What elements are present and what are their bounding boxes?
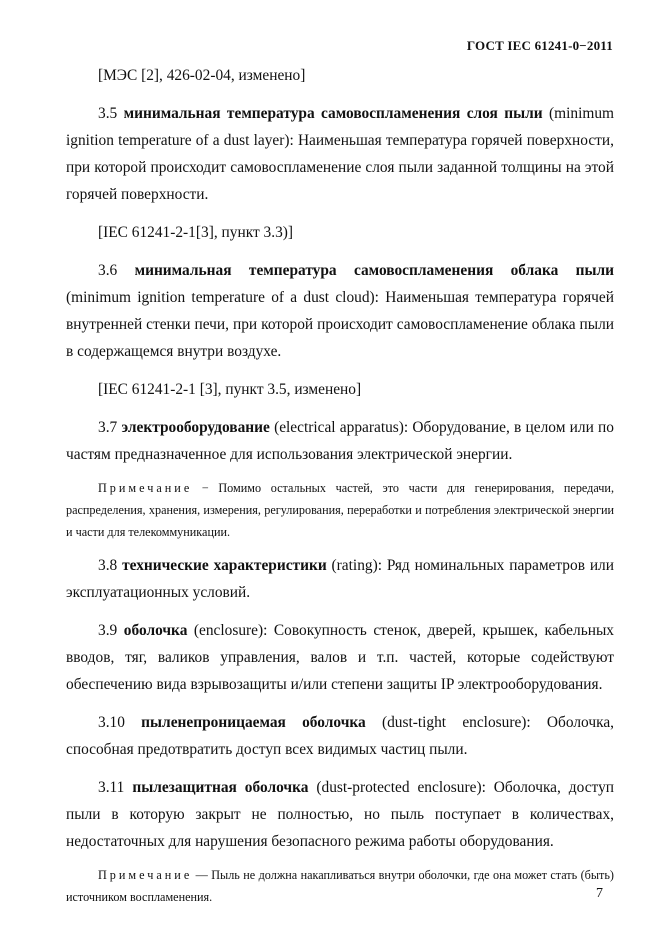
term: электрооборудование [121, 419, 270, 436]
reference-text: [IEC 61241-2-1 [3], пункт 3.5, изменено] [98, 381, 362, 398]
term: минимальная температура самовоспламенения слоя пыли [123, 105, 543, 122]
note-label: Примечание [98, 868, 193, 882]
clause-number: 3.9 [98, 622, 118, 639]
note-label: Примечание [98, 481, 193, 495]
definition-text: (minimum ignition temperature of a dust layer): Наименьшая температура горячей поверхности, при которой происходит самовоспламенение слоя пыли заданной толщины на этой горячей поверхности. [66, 105, 614, 203]
reference-3-5 [66, 219, 614, 246]
definition-text: (minimum ignition temperature of a dust cloud): Наименьшая температура горячей внутренней стенки печи, при которой происходит самовоспламенение облака пыли в содержащемся внутри воздухе. [66, 289, 614, 360]
definition-text: (electrical apparatus): Оборудование, в целом или по частям предназначенное для использования электрической энергии. [66, 419, 614, 463]
definition-text: (rating): Ряд номинальных параметров или эксплуатационных условий. [66, 557, 614, 601]
definition-3-5 [66, 100, 614, 208]
clause-number: 3.10 [98, 714, 125, 731]
definition-3-7 [66, 414, 614, 468]
reference-3-6 [66, 376, 614, 403]
clause-number: 3.5 [98, 105, 118, 122]
definition-text: (enclosure): Совокупность стенок, дверей, крышек, кабельных вводов, тяг, валиков управления, валов и т.п. частей, которые содействуют обеспечению вида взрывозащиты и/или степени защиты IP электрооборудования. [66, 622, 614, 693]
definition-3-6 [66, 257, 614, 365]
reference-text: [МЭС [2], 426-02-04, изменено] [98, 67, 306, 84]
clause-number: 3.8 [98, 557, 118, 574]
reference-mes [66, 62, 614, 89]
document-body [66, 62, 614, 908]
definition-text: (dust-protected enclosure): Оболочка, доступ пыли в которую закрыт не полностью, но пыль поступает в количествах, недостаточных для нарушения безопасного режима работы оборудования. [66, 779, 614, 850]
definition-3-10 [66, 709, 614, 763]
note-text: — Пыль не должна накапливаться внутри оболочки, где она может стать (быть) источником воспламенения. [66, 868, 614, 904]
document-header: ГОСТ IEC 61241-0−2011 [466, 38, 613, 53]
term: пылезащитная оболочка [132, 779, 309, 796]
clause-number: 3.11 [98, 779, 125, 796]
term: технические характеристики [122, 557, 327, 574]
clause-number: 3.7 [98, 419, 118, 436]
term: минимальная температура самовоспламенения облака пыли [134, 262, 614, 279]
term: оболочка [123, 622, 188, 639]
definition-3-8 [66, 552, 614, 606]
definition-3-11 [66, 774, 614, 855]
reference-text: [IEC 61241-2-1[3], пункт 3.3)] [98, 224, 294, 241]
page-number: 7 [596, 886, 603, 901]
clause-number: 3.6 [98, 262, 118, 279]
note-3-11 [66, 864, 614, 908]
definition-text: (dust-tight enclosure): Оболочка, способная предотвратить доступ всех видимых частиц пыли. [66, 714, 614, 758]
definition-3-9 [66, 617, 614, 698]
note-3-7 [66, 477, 614, 543]
note-text: − Помимо остальных частей, это части для генерирования, передачи, распределения, хранения, измерения, регулирования, переработки и потребления электрической энергии и части для телекоммуникации. [66, 481, 614, 539]
term: пыленепроницаемая оболочка [141, 714, 366, 731]
